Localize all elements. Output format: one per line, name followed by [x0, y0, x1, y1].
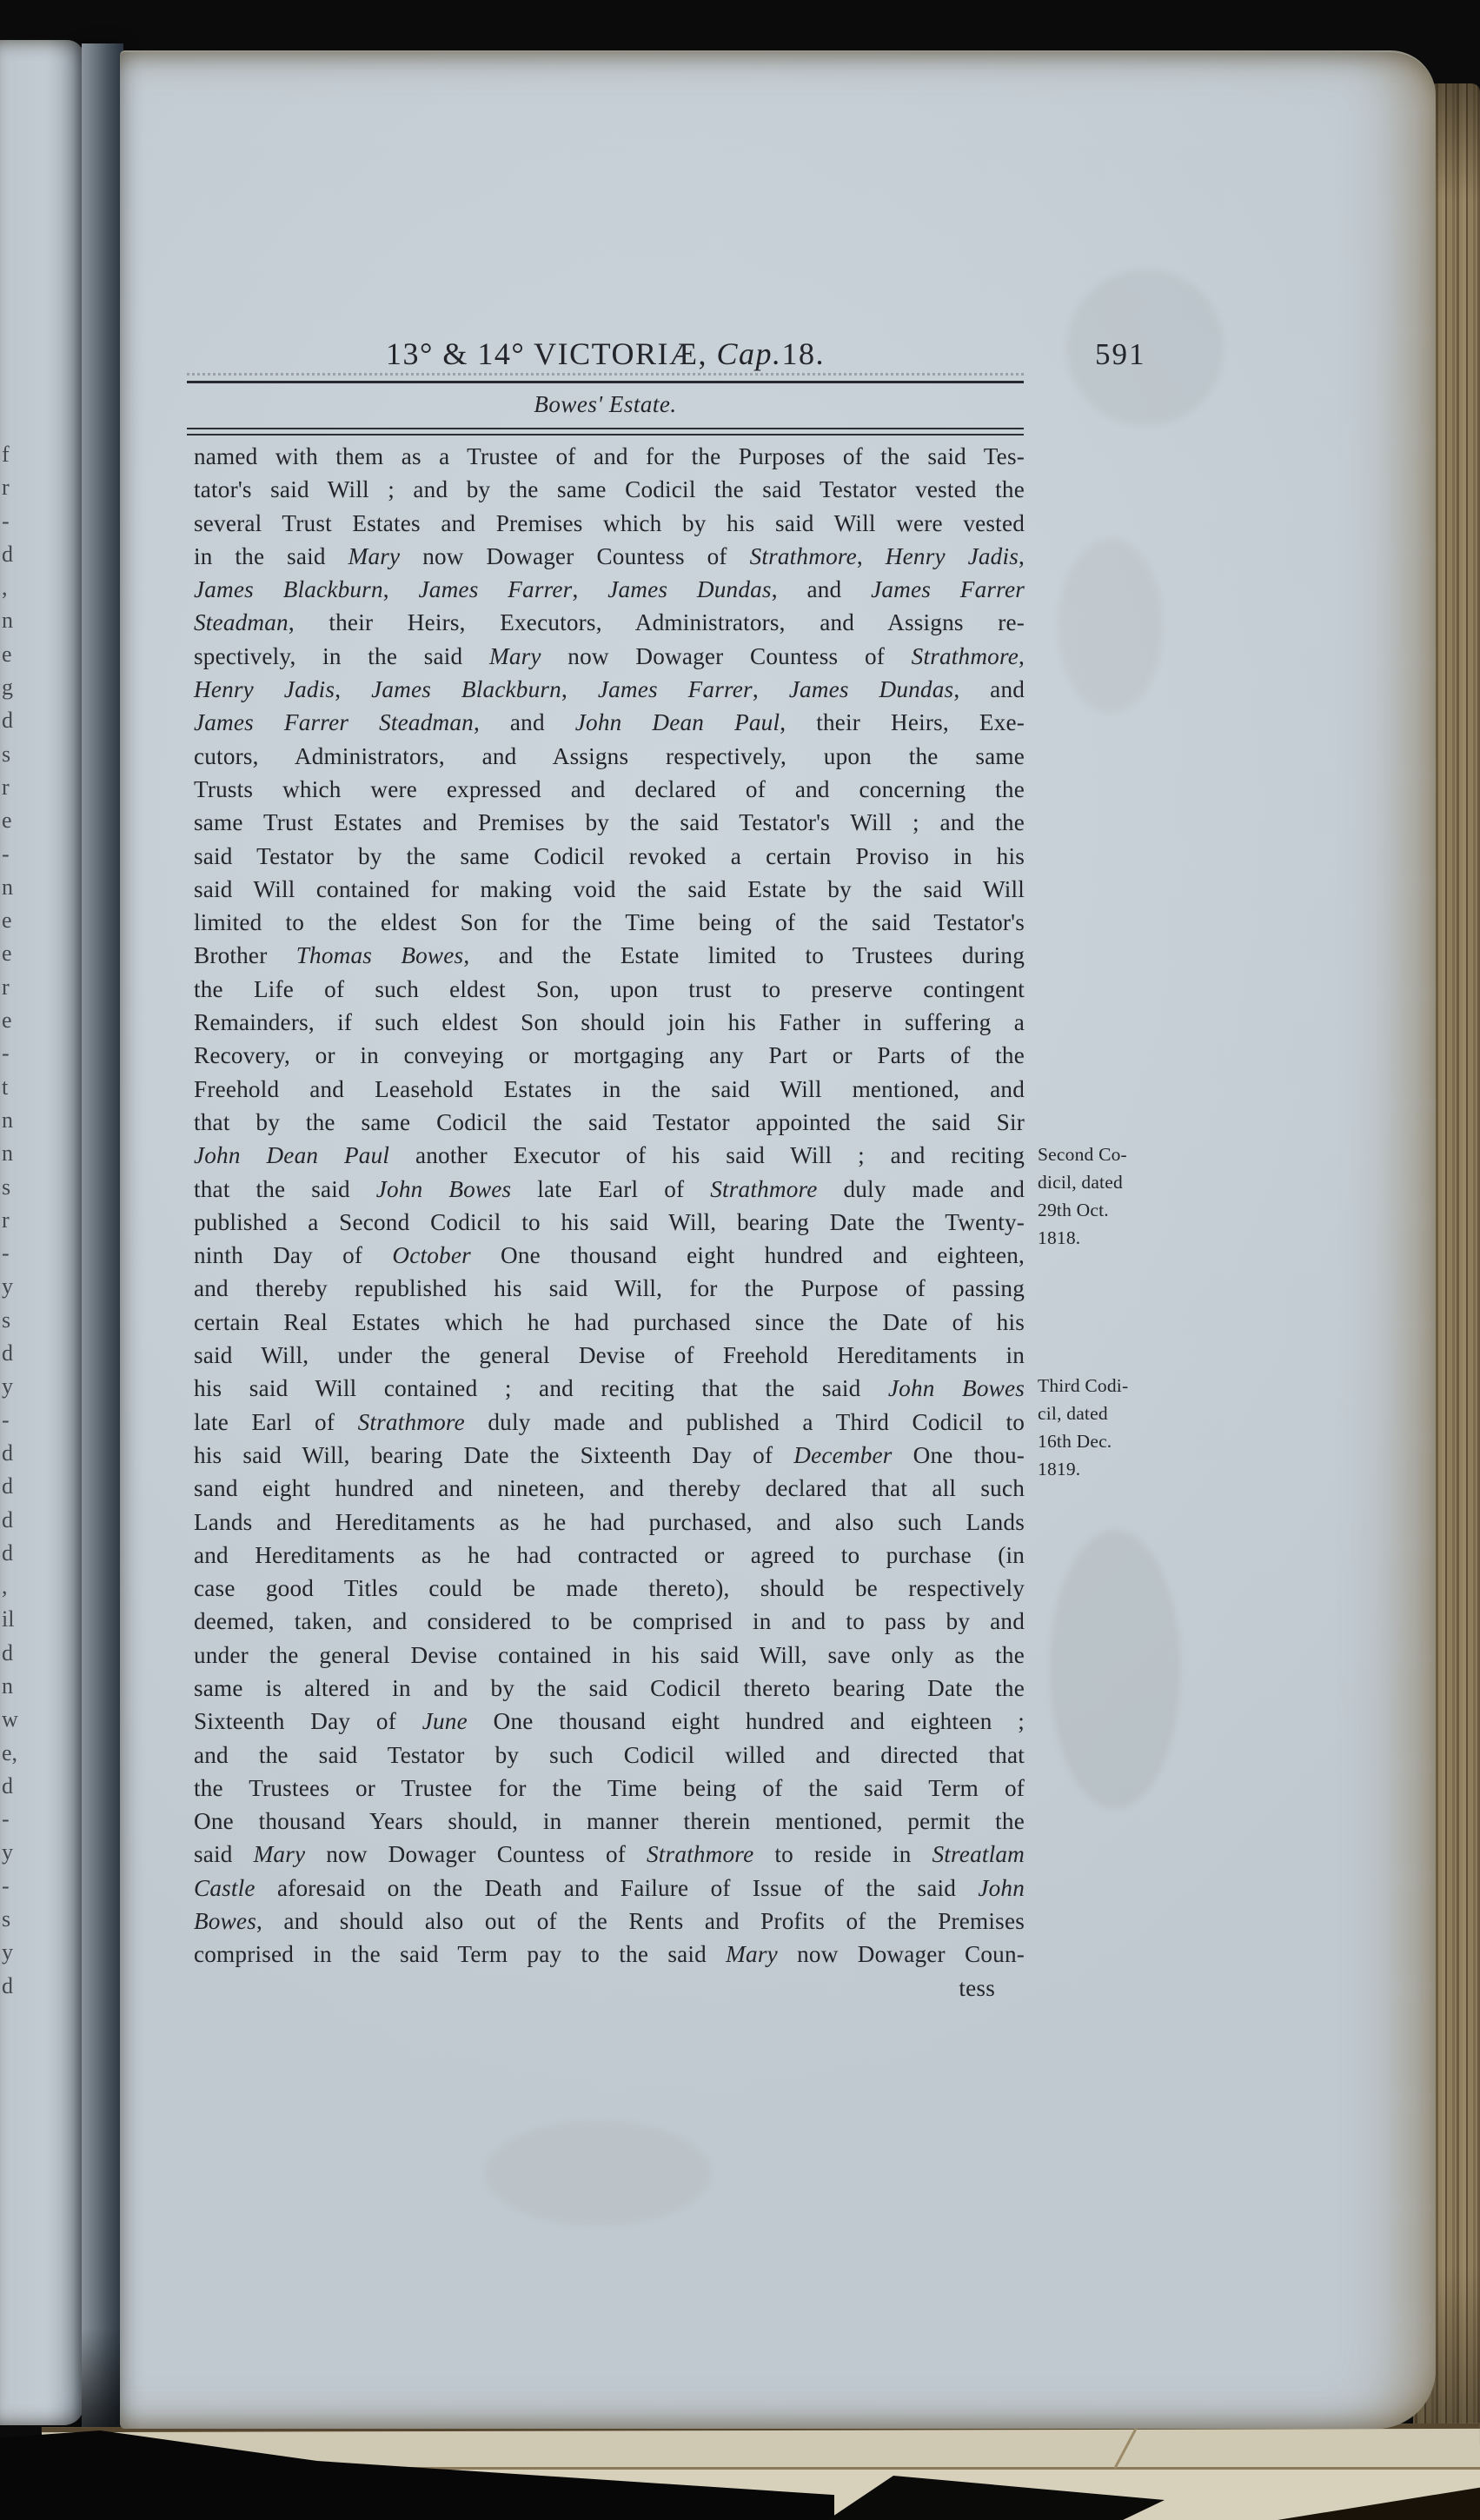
margin-note-line: Second Co- — [1038, 1144, 1127, 1165]
facing-page-fragment: - — [2, 1041, 10, 1067]
body-line: Steadman, their Heirs, Executors, Administrators, and Assigns re- — [194, 609, 1025, 636]
body-line: his said Will contained ; and reciting that the said John Bowes — [194, 1375, 1025, 1402]
body-line: James Farrer Steadman, and John Dean Paul, their Heirs, Exe- — [194, 709, 1025, 736]
facing-page-fragment: e — [2, 808, 12, 834]
margin-note-line: cil, dated — [1038, 1403, 1108, 1424]
facing-page-fragment: y — [2, 1839, 13, 1865]
body-line: limited to the eldest Son for the Time being of the said Testator's — [194, 909, 1025, 936]
facing-page-fragment: f — [2, 442, 10, 467]
facing-page-fragment: - — [2, 841, 10, 867]
body-line: said Testator by the same Codicil revoked a certain Proviso in his — [194, 842, 1025, 869]
body-line: Castle aforesaid on the Death and Failure of Issue of the said John — [194, 1874, 1025, 1901]
body-line: James Blackburn, James Farrer, James Dundas, and James Farrer — [194, 576, 1025, 603]
body-line: deemed, taken, and considered to be comprised in and to pass by and — [194, 1608, 1025, 1635]
facing-page-fragment: y — [2, 1939, 13, 1965]
body-line: Trusts which were expressed and declared of and concerning the — [194, 775, 1025, 802]
facing-page-fragment: y — [2, 1273, 13, 1300]
facing-page-fragment: , — [2, 1573, 8, 1599]
body-line: certain Real Estates which he had purchased since the Date of his — [194, 1308, 1025, 1335]
body-line: comprised in the said Term pay to the said Mary now Dowager Coun- — [194, 1941, 1025, 1968]
body-line: Brother Thomas Bowes, and the Estate limited to Trustees during — [194, 942, 1025, 969]
body-line: that by the same Codicil the said Testator appointed the said Sir — [194, 1108, 1025, 1135]
facing-page-fragment: - — [2, 1806, 10, 1832]
facing-page-fragment: d — [2, 1972, 13, 1998]
body-line: the Trustees or Trustee for the Time being of the said Term of — [194, 1774, 1025, 1801]
facing-page-fragment: d — [2, 1506, 13, 1533]
facing-page-fragment: r — [2, 974, 10, 1000]
body-line: same is altered in and by the said Codicil thereto bearing Date the — [194, 1674, 1025, 1701]
body-line: and the said Testator by such Codicil willed and directed that — [194, 1741, 1025, 1768]
rule-ghost — [187, 373, 1024, 376]
chapter-heading: 13° & 14° VICTORIÆ, Cap.18. — [385, 336, 825, 371]
facing-page-fragment: d — [2, 541, 13, 567]
facing-page-fragment: d — [2, 1473, 13, 1499]
facing-page-fragment: e — [2, 641, 12, 667]
margin-note-line: 16th Dec. — [1038, 1431, 1112, 1452]
facing-page-fragment: - — [2, 1240, 10, 1267]
facing-page-fragment: s — [2, 1307, 11, 1333]
body-line: the Life of such eldest Son, upon trust to preserve contingent — [194, 975, 1025, 1002]
facing-page-fragment: r — [2, 475, 10, 501]
body-line: ninth Day of October One thousand eight hundred and eighteen, — [194, 1242, 1025, 1269]
facing-page-fragment: d — [2, 1639, 13, 1666]
facing-page-fragment: d — [2, 1340, 13, 1366]
body-line: his said Will, bearing Date the Sixteenth Day of December One thou- — [194, 1441, 1025, 1468]
facing-page-fragment: e — [2, 908, 12, 934]
facing-page-fragment: r — [2, 1207, 10, 1233]
facing-page-fragment: n — [2, 1140, 13, 1167]
facing-page-fragment: - — [2, 508, 10, 534]
facing-page-fragment: d — [2, 1772, 13, 1799]
running-title: Bowes' Estate. — [534, 391, 677, 417]
body-line: Bowes, and should also out of the Rents and Profits of the Premises — [194, 1908, 1025, 1935]
facing-page-fragment: g — [2, 675, 13, 701]
facing-page-fragment: , — [2, 575, 8, 601]
show-through-ghost — [1050, 1530, 1180, 1808]
body-line: Recovery, or in conveying or mortgaging any Part or Parts of the — [194, 1042, 1025, 1069]
body-line: tator's said Will ; and by the same Codicil the said Testator vested the — [194, 476, 1025, 503]
margin-note-line: 1818. — [1038, 1227, 1081, 1248]
show-through-ghost — [485, 2121, 711, 2225]
body-line: that the said John Bowes late Earl of Strathmore duly made and — [194, 1175, 1025, 1202]
body-line: cutors, Administrators, and Assigns respectively, upon the same — [194, 742, 1025, 769]
body-line: several Trust Estates and Premises which by his said Will were vested — [194, 509, 1025, 536]
body-line: said Will contained for making void the said Estate by the said Will — [194, 875, 1025, 902]
facing-page-fragment: t — [2, 1074, 9, 1100]
facing-page-fragment: w — [2, 1706, 18, 1732]
show-through-ghost — [1059, 539, 1163, 713]
facing-page-fragment: n — [2, 1672, 13, 1699]
body-line: Sixteenth Day of June One thousand eight hundred and eighteen ; — [194, 1708, 1025, 1735]
page — [120, 50, 1436, 2429]
body-line: said Mary now Dowager Countess of Strathmore to reside in Streatlam — [194, 1841, 1025, 1868]
body-line: sand eight hundred and nineteen, and thereby declared that all such — [194, 1475, 1025, 1502]
body-line: in the said Mary now Dowager Countess of Strathmore, Henry Jadis, — [194, 542, 1025, 569]
book-gutter — [82, 43, 123, 2427]
rule-top — [187, 381, 1024, 383]
margin-note-third-codicil — [1038, 1372, 1181, 1483]
body-line: Freehold and Leasehold Estates in the said Will mentioned, and — [194, 1075, 1025, 1102]
facing-page-fragment: r — [2, 774, 10, 800]
body-line: said Will, under the general Devise of Freehold Hereditaments in — [194, 1342, 1025, 1369]
facing-page-fragment: d — [2, 708, 13, 734]
facing-page-fragment: e — [2, 1007, 12, 1034]
margin-note-line: dicil, dated — [1038, 1172, 1123, 1193]
facing-page-fragment: - — [2, 1872, 10, 1898]
body-line: Henry Jadis, James Blackburn, James Farrer, James Dundas, and — [194, 676, 1025, 703]
body-line: and thereby republished his said Will, for the Purpose of passing — [194, 1275, 1025, 1302]
facing-page-fragment: n — [2, 874, 13, 900]
facing-page-fragment: y — [2, 1373, 13, 1400]
facing-page-fragment: s — [2, 1906, 11, 1932]
body-line: under the general Devise contained in his said Will, save only as the — [194, 1641, 1025, 1668]
facing-page-fragment: s — [2, 741, 11, 767]
facing-page-fragments — [2, 438, 24, 2003]
margin-note-line: 29th Oct. — [1038, 1200, 1109, 1220]
facing-page-fragment: s — [2, 1174, 11, 1200]
facing-page-fragment: e, — [2, 1739, 18, 1765]
facing-page-fragment: il — [2, 1606, 15, 1632]
body-line: published a Second Codicil to his said Will, bearing Date the Twenty- — [194, 1208, 1025, 1235]
body-line: named with them as a Trustee of and for the Purposes of the said Tes- — [194, 443, 1025, 469]
facing-page-fragment: d — [2, 1440, 13, 1466]
body-line: Lands and Hereditaments as he had purchased, and also such Lands — [194, 1508, 1025, 1535]
body-line: John Dean Paul another Executor of his said Will ; and reciting — [194, 1142, 1025, 1169]
catchword: tess — [959, 1974, 995, 2001]
body-line: spectively, in the said Mary now Dowager Countess of Strathmore, — [194, 642, 1025, 669]
facing-page-fragment: e — [2, 941, 12, 967]
body-line: and Hereditaments as he had contracted or agreed to purchase (in — [194, 1541, 1025, 1568]
body-line: case good Titles could be made thereto), should be respectively — [194, 1575, 1025, 1602]
facing-page-fragment: n — [2, 608, 13, 634]
body-line: Remainders, if such eldest Son should join his Father in suffering a — [194, 1009, 1025, 1036]
page-number: 591 — [1095, 337, 1146, 371]
facing-page-fragment: n — [2, 1107, 13, 1133]
body-line: same Trust Estates and Premises by the said Testator's Will ; and the — [194, 809, 1025, 836]
rule-double — [187, 428, 1024, 436]
facing-page-fragment: - — [2, 1406, 10, 1433]
margin-note-line: Third Codi- — [1038, 1375, 1129, 1396]
body-text — [194, 440, 1025, 2005]
margin-note-line: 1819. — [1038, 1459, 1081, 1479]
facing-page-fragment: d — [2, 1539, 13, 1566]
body-line: late Earl of Strathmore duly made and published a Third Codicil to — [194, 1408, 1025, 1435]
body-line: One thousand Years should, in manner therein mentioned, permit the — [194, 1808, 1025, 1835]
margin-note-second-codicil — [1038, 1140, 1181, 1252]
